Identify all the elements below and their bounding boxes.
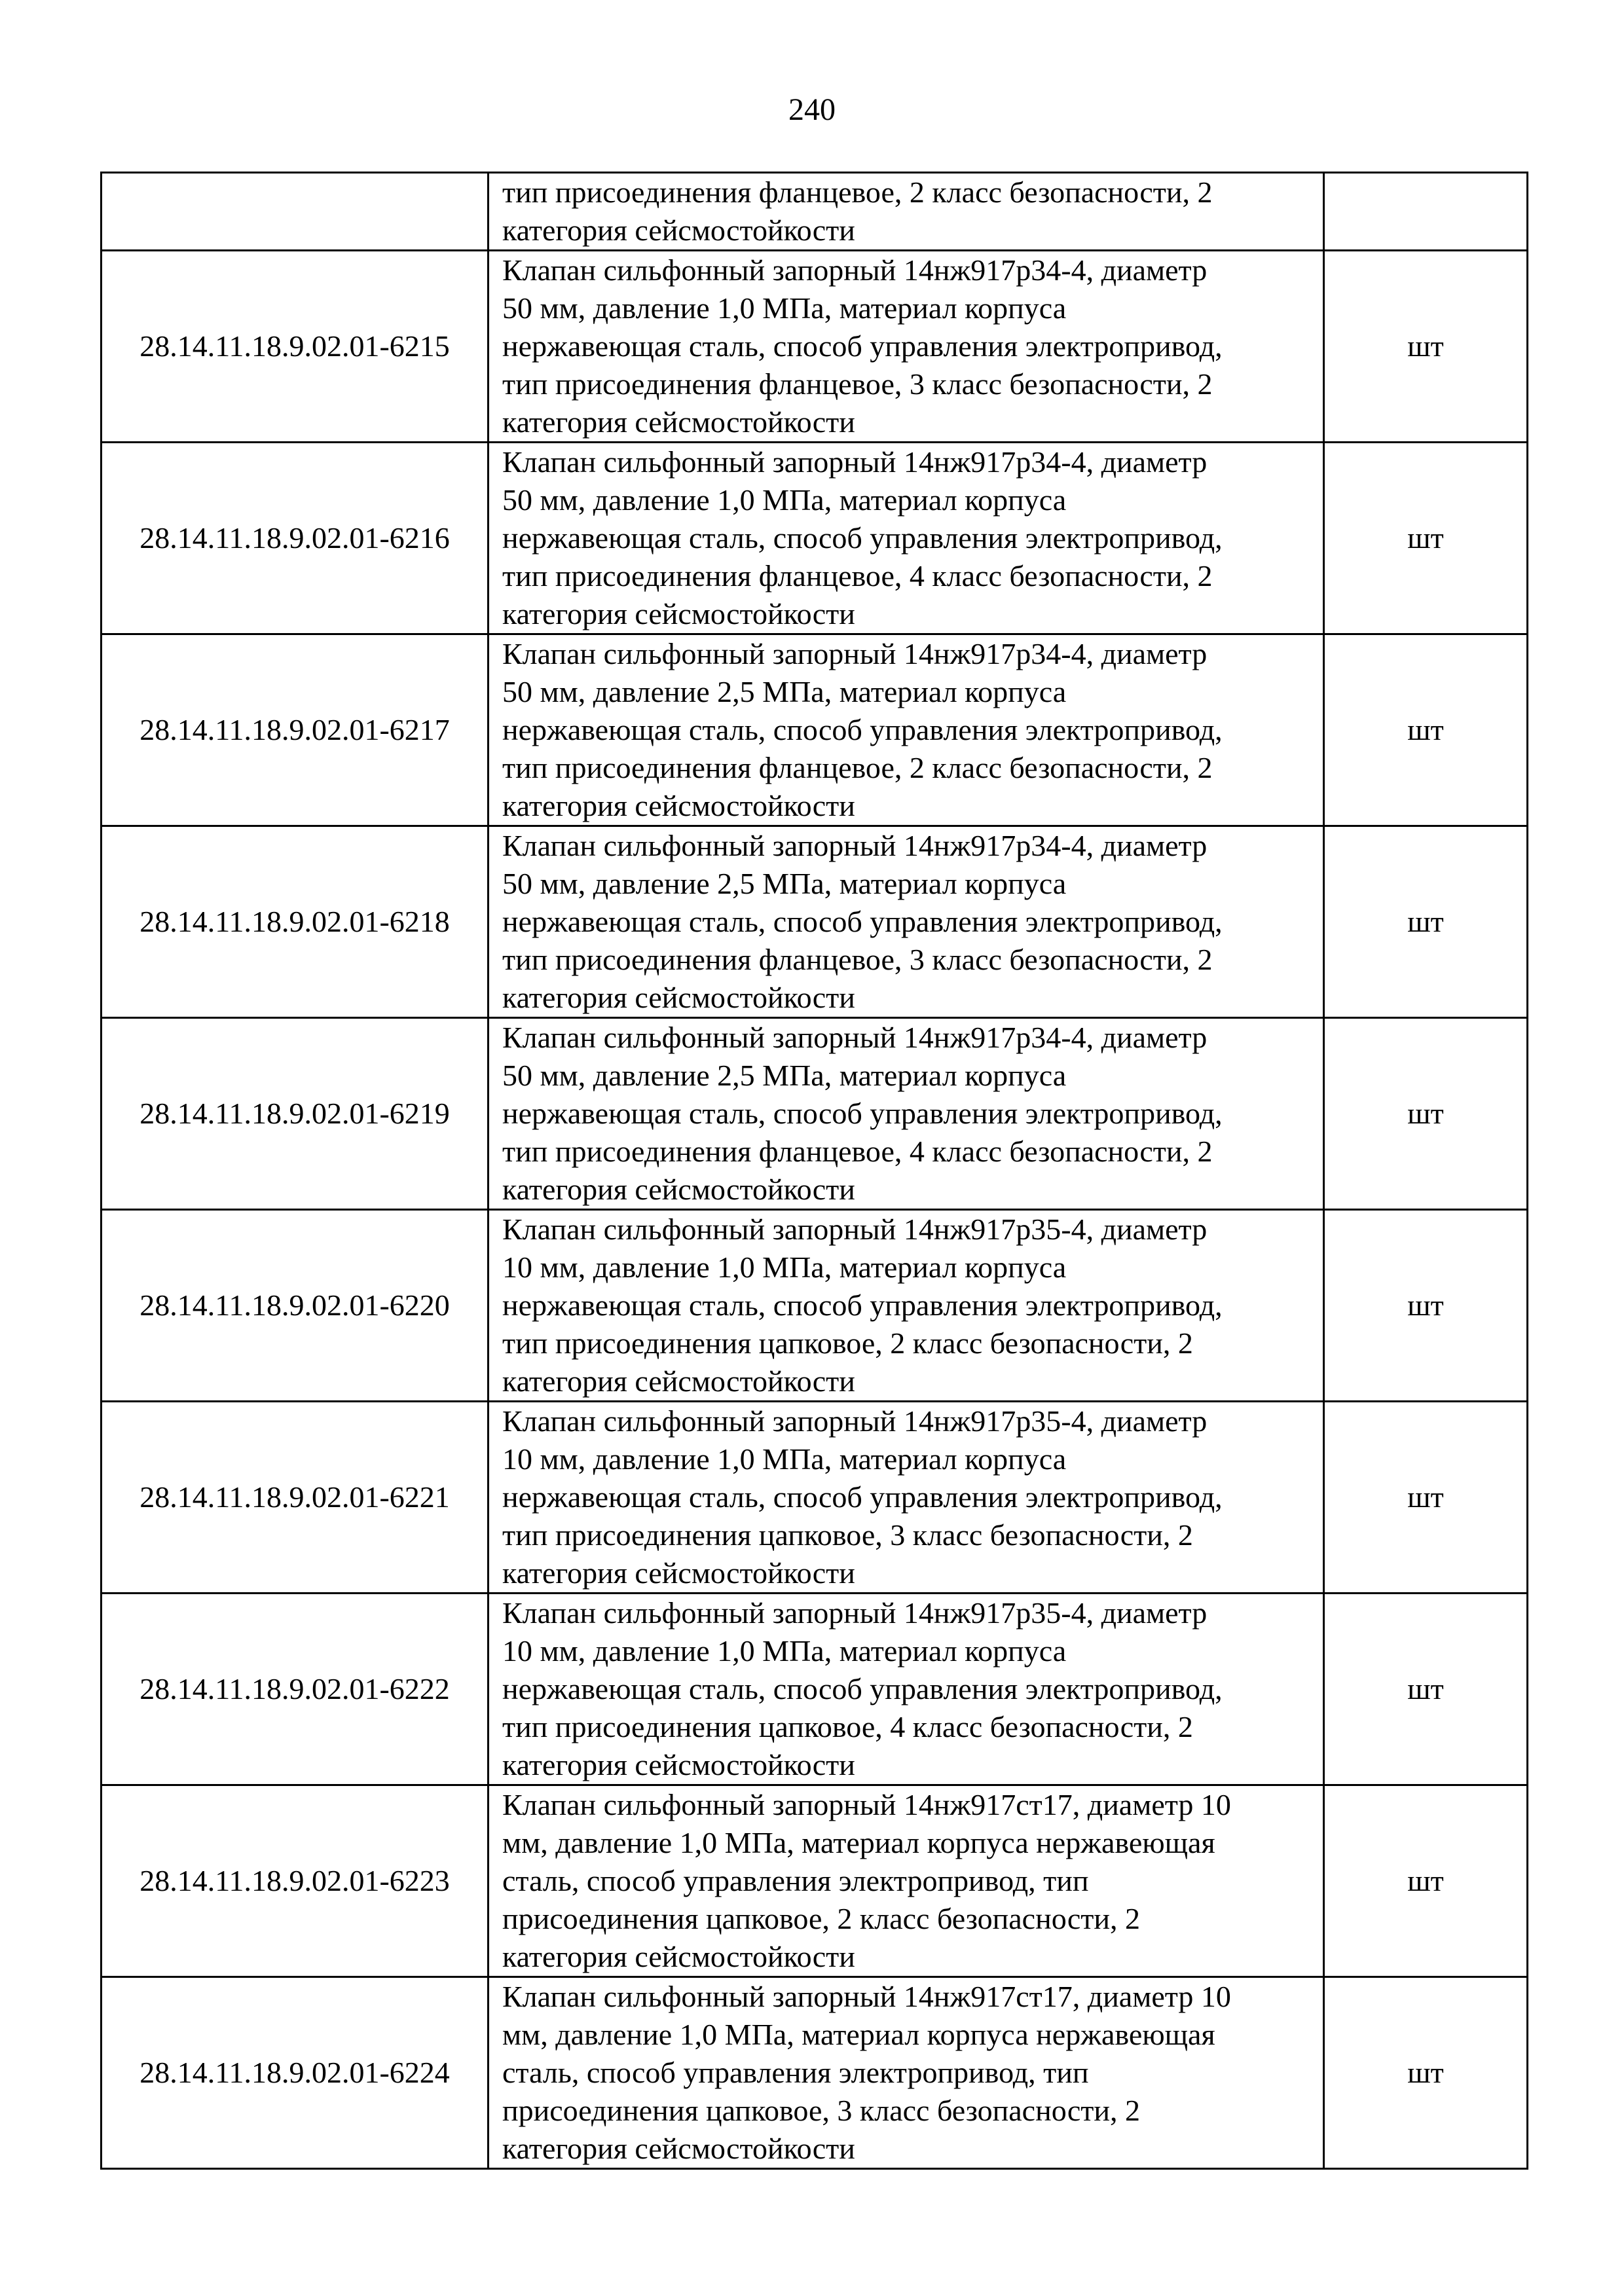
- price-table: [100, 172, 1528, 2170]
- description-line: тип присоединения фланцевое, 3 класс безопасности, 2: [502, 943, 1213, 976]
- row-code-cell: 28.14.11.18.9.02.01-6224: [101, 1977, 489, 2169]
- row-unit-cell: шт: [1324, 826, 1528, 1018]
- description-line: категория сейсмостойкости: [502, 789, 855, 822]
- description-line: тип присоединения фланцевое, 3 класс безопасности, 2: [502, 367, 1213, 401]
- row-unit-cell: шт: [1324, 443, 1528, 634]
- description-line: категория сейсмостойкости: [502, 597, 855, 630]
- price-table-body: [101, 173, 1528, 2169]
- row-unit-cell: шт: [1324, 634, 1528, 826]
- description-line: 50 мм, давление 1,0 МПа, материал корпуса: [502, 291, 1067, 325]
- row-unit-cell: шт: [1324, 1977, 1528, 2169]
- row-code-cell: 28.14.11.18.9.02.01-6221: [101, 1402, 489, 1594]
- table-row: [101, 826, 1528, 1018]
- row-description-cell: [489, 443, 1324, 634]
- row-code-cell: 28.14.11.18.9.02.01-6215: [101, 251, 489, 443]
- description-line: 50 мм, давление 2,5 МПа, материал корпуса: [502, 1059, 1067, 1092]
- description-line: 50 мм, давление 2,5 МПа, материал корпуса: [502, 867, 1067, 900]
- description-line: тип присоединения цапковое, 4 класс безопасности, 2: [502, 1710, 1193, 1743]
- table-row: [101, 1402, 1528, 1594]
- table-row-continuation: [101, 173, 1528, 251]
- description-line: тип присоединения цапковое, 3 класс безопасности, 2: [502, 1518, 1193, 1552]
- description-line: 50 мм, давление 2,5 МПа, материал корпуса: [502, 675, 1067, 708]
- row-description-cell: [489, 1402, 1324, 1594]
- table-row: [101, 251, 1528, 443]
- description-line: категория сейсмостойкости: [502, 405, 855, 439]
- row-description-cell: [489, 1018, 1324, 1210]
- row-code-cell: [101, 173, 489, 251]
- description-line: категория сейсмостойкости: [502, 1748, 855, 1781]
- row-unit-cell: шт: [1324, 1785, 1528, 1977]
- row-description-cell: [489, 826, 1324, 1018]
- description-line: нержавеющая сталь, способ управления электропривод,: [502, 713, 1223, 746]
- row-code-cell: 28.14.11.18.9.02.01-6216: [101, 443, 489, 634]
- description-line: категория сейсмостойкости: [502, 1556, 855, 1590]
- description-line: 10 мм, давление 1,0 МПа, материал корпуса: [502, 1250, 1067, 1284]
- row-code-cell: 28.14.11.18.9.02.01-6222: [101, 1594, 489, 1785]
- row-code-cell: 28.14.11.18.9.02.01-6218: [101, 826, 489, 1018]
- description-line: мм, давление 1,0 МПа, материал корпуса нержавеющая: [502, 1826, 1215, 1859]
- description-line: категория сейсмостойкости: [502, 1940, 855, 1973]
- description-line: тип присоединения фланцевое, 4 класс безопасности, 2: [502, 559, 1213, 592]
- description-line: присоединения цапковое, 3 класс безопасности, 2: [502, 2094, 1140, 2127]
- description-line: Клапан сильфонный запорный 14нж917р34-4, диаметр: [502, 253, 1208, 287]
- table-row: [101, 443, 1528, 634]
- row-unit-cell: шт: [1324, 251, 1528, 443]
- description-line: категория сейсмостойкости: [502, 213, 855, 247]
- description-line: присоединения цапковое, 2 класс безопасности, 2: [502, 1902, 1140, 1935]
- description-line: нержавеющая сталь, способ управления электропривод,: [502, 1480, 1223, 1514]
- row-unit-cell: шт: [1324, 1594, 1528, 1785]
- table-row: [101, 1018, 1528, 1210]
- description-line: мм, давление 1,0 МПа, материал корпуса нержавеющая: [502, 2018, 1215, 2051]
- row-code-cell: 28.14.11.18.9.02.01-6223: [101, 1785, 489, 1977]
- row-description-cell: [489, 1594, 1324, 1785]
- table-row: [101, 1977, 1528, 2169]
- row-unit-cell: шт: [1324, 1210, 1528, 1402]
- description-line: нержавеющая сталь, способ управления электропривод,: [502, 329, 1223, 363]
- description-line: 50 мм, давление 1,0 МПа, материал корпуса: [502, 483, 1067, 517]
- description-line: нержавеющая сталь, способ управления электропривод,: [502, 1097, 1223, 1130]
- row-description-cell: [489, 1977, 1324, 2169]
- description-line: 10 мм, давление 1,0 МПа, материал корпуса: [502, 1634, 1067, 1667]
- row-code-cell: 28.14.11.18.9.02.01-6220: [101, 1210, 489, 1402]
- page-number: 240: [788, 92, 836, 127]
- row-code-cell: 28.14.11.18.9.02.01-6217: [101, 634, 489, 826]
- description-line: Клапан сильфонный запорный 14нж917р34-4, диаметр: [502, 829, 1208, 862]
- table-row: [101, 634, 1528, 826]
- row-unit-cell: шт: [1324, 1402, 1528, 1594]
- description-line: Клапан сильфонный запорный 14нж917ст17, диаметр 10: [502, 1788, 1231, 1821]
- description-line: тип присоединения цапковое, 2 класс безопасности, 2: [502, 1326, 1193, 1360]
- description-line: Клапан сильфонный запорный 14нж917ст17, диаметр 10: [502, 1980, 1231, 2013]
- description-line: Клапан сильфонный запорный 14нж917р35-4, диаметр: [502, 1212, 1208, 1246]
- description-line: Клапан сильфонный запорный 14нж917р34-4, диаметр: [502, 637, 1208, 670]
- description-line: категория сейсмостойкости: [502, 2132, 855, 2165]
- description-line: тип присоединения фланцевое, 2 класс безопасности, 2: [502, 175, 1213, 209]
- description-line: Клапан сильфонный запорный 14нж917р34-4, диаметр: [502, 1021, 1208, 1054]
- description-line: категория сейсмостойкости: [502, 1364, 855, 1398]
- row-description-cell: [489, 173, 1324, 251]
- row-description-cell: [489, 1210, 1324, 1402]
- row-unit-cell: [1324, 173, 1528, 251]
- description-line: Клапан сильфонный запорный 14нж917р34-4, диаметр: [502, 445, 1208, 479]
- description-line: нержавеющая сталь, способ управления электропривод,: [502, 1288, 1223, 1322]
- description-line: тип присоединения фланцевое, 4 класс безопасности, 2: [502, 1135, 1213, 1168]
- description-line: нержавеющая сталь, способ управления электропривод,: [502, 905, 1223, 938]
- row-unit-cell: шт: [1324, 1018, 1528, 1210]
- description-line: тип присоединения фланцевое, 2 класс безопасности, 2: [502, 751, 1213, 784]
- row-description-cell: [489, 251, 1324, 443]
- table-row: [101, 1594, 1528, 1785]
- description-line: 10 мм, давление 1,0 МПа, материал корпуса: [502, 1442, 1067, 1476]
- table-row: [101, 1210, 1528, 1402]
- description-line: категория сейсмостойкости: [502, 981, 855, 1014]
- description-line: категория сейсмостойкости: [502, 1173, 855, 1206]
- description-line: сталь, способ управления электропривод, тип: [502, 1864, 1089, 1897]
- description-line: Клапан сильфонный запорный 14нж917р35-4, диаметр: [502, 1404, 1208, 1438]
- row-description-cell: [489, 634, 1324, 826]
- description-line: сталь, способ управления электропривод, тип: [502, 2056, 1089, 2089]
- description-line: Клапан сильфонный запорный 14нж917р35-4, диаметр: [502, 1596, 1208, 1630]
- description-line: нержавеющая сталь, способ управления электропривод,: [502, 521, 1223, 555]
- table-row: [101, 1785, 1528, 1977]
- row-description-cell: [489, 1785, 1324, 1977]
- description-line: нержавеющая сталь, способ управления электропривод,: [502, 1672, 1223, 1705]
- row-code-cell: 28.14.11.18.9.02.01-6219: [101, 1018, 489, 1210]
